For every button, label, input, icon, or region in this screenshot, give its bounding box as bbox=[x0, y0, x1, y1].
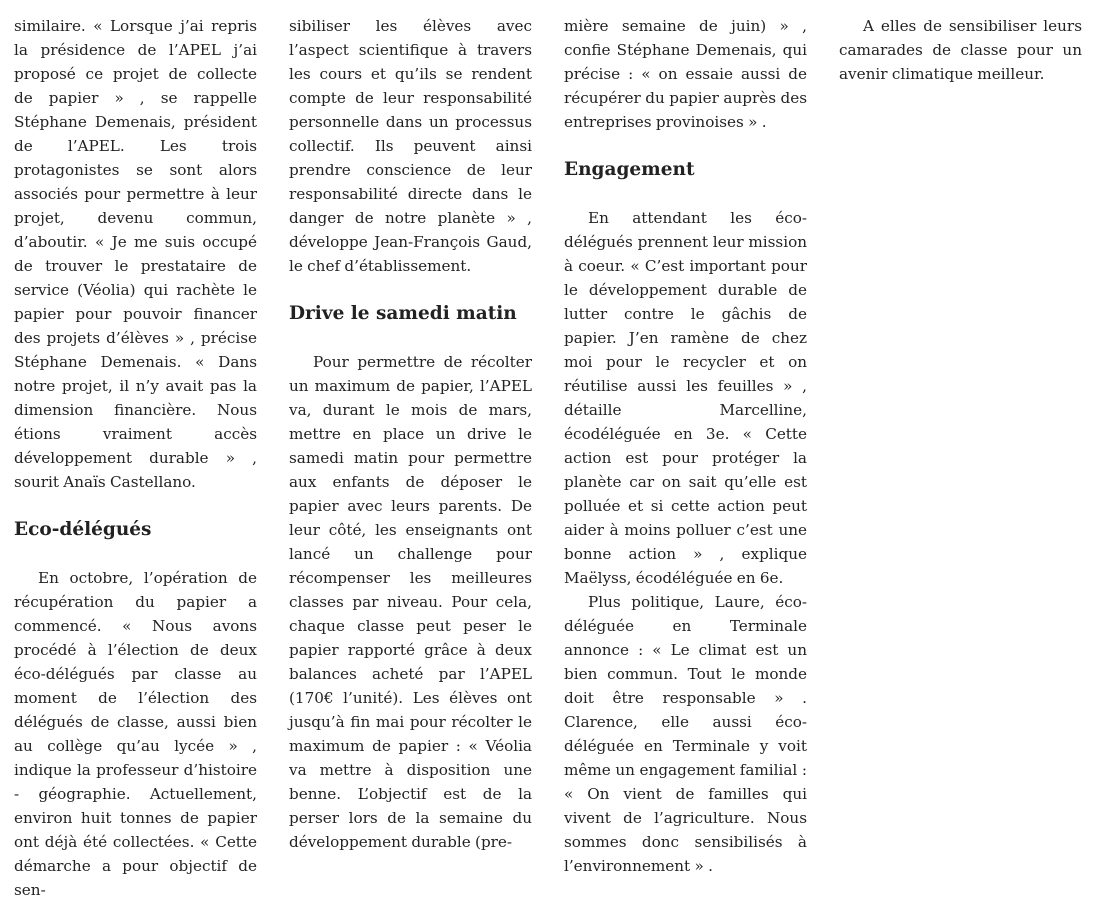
paragraph: En octobre, l’opération de récupération du papier a commencé. « Nous avons procédé à l’élection de deux éco-délégués par classe au moment de l’élection des délégués de classe, aussi bien au collège qu’au lycée » , indique la professeur d’histoire - géographie. Actuellement, environ huit tonnes de papier ont déjà été collectées. « Cette démarche a pour objectif de sen- bbox=[14, 569, 257, 899]
article-column-1 bbox=[14, 14, 257, 902]
article-column-3 bbox=[564, 14, 807, 878]
article-column-2 bbox=[289, 14, 532, 854]
section-heading: Drive le samedi matin bbox=[289, 303, 517, 324]
paragraph: sibiliser les élèves avec l’aspect scientifique à travers les cours et qu’ils se rendent compte de leur responsabilité personnelle dans un processus collectif. Ils peuvent ainsi prendre conscience de leur responsabilité directe dans le danger de notre planète » , développe Jean-François Gaud, le chef d’établissement. bbox=[289, 17, 532, 275]
paragraph: En attendant les éco- délégués prennent leur mission à coeur. « C’est important pour le développement durable de lutter contre le gâchis de papier. J’en ramène de chez moi pour le recycler et on réutilise aussi les feuilles » , détaille Marcelline, écodéléguée en 3e. « Cette action est pour protéger la planète car on sait qu’elle est polluée et si cette action peut aider à moins polluer c’est une bonne action » , explique Maëlyss, écodéléguée en 6e. bbox=[564, 209, 807, 587]
paragraph: mière semaine de juin) » , confie Stéphane Demenais, qui précise : « on essaie aussi de récupérer du papier auprès des entreprises provinoises » . bbox=[564, 17, 807, 131]
paragraph: A elles de sensibiliser leurs camarades de classe pour un avenir climatique meilleur. bbox=[839, 17, 1082, 83]
paragraph: similaire. « Lorsque j’ai repris la présidence de l’APEL j’ai proposé ce projet de collecte de papier » , se rappelle Stéphane Demenais, président de l’APEL. Les trois protagonistes se sont alors associés pour permettre à leur projet, devenu commun, d’aboutir. « Je me suis occupé de trouver le prestataire de service (Véolia) qui rachète le papier pour pouvoir financer des projets d’élèves » , précise Stéphane Demenais. « Dans notre projet, il n’y avait pas la dimension financière. Nous étions vraiment accès développement durable » , sourit Anaïs Castellano. bbox=[14, 17, 257, 491]
paragraph: Plus politique, Laure, éco-déléguée en Terminale annonce : « Le climat est un bien commun. Tout le monde doit être responsable » . Clarence, elle aussi éco-déléguée en Terminale y voit même un engagement familial : « On vient de familles qui vivent de l’agriculture. Nous sommes donc sensibilisés à l’environnement » . bbox=[564, 593, 807, 875]
paragraph: Pour permettre de récolter un maximum de papier, l’APEL va, durant le mois de mars, mettre en place un drive le samedi matin pour permettre aux enfants de déposer le papier avec leurs parents. De leur côté, les enseignants ont lancé un challenge pour récompenser les meilleures classes par niveau. Pour cela, chaque classe peut peser le papier rapporté grâce à deux balances acheté par l’APEL (170€ l’unité). Les élèves ont jusqu’à fin mai pour récolter le maximum de papier : « Véolia va mettre à disposition une benne. L’objectif est de la perser lors de la semaine du développement durable (pre- bbox=[289, 353, 532, 851]
section-heading: Eco-délégués bbox=[14, 519, 152, 540]
section-heading: Engagement bbox=[564, 159, 695, 180]
article-columns bbox=[14, 14, 1082, 899]
article-column-4 bbox=[839, 14, 1082, 86]
